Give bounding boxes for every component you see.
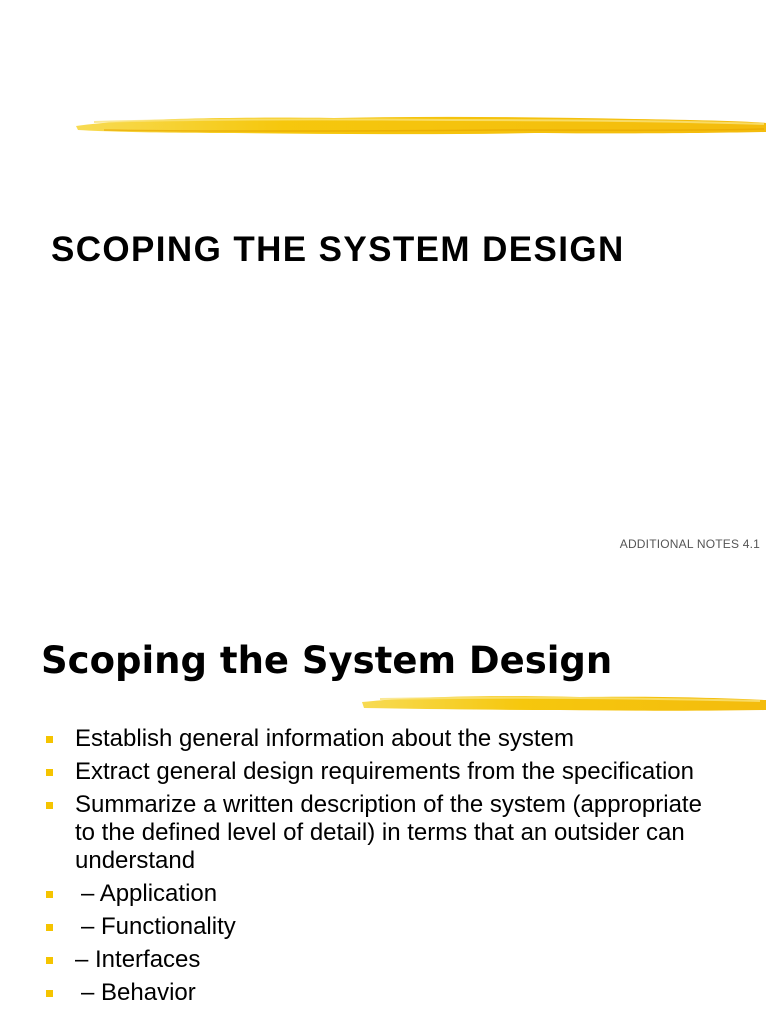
- list-item-text: – Behavior: [81, 979, 196, 1006]
- highlighter-stroke-decoration: [74, 108, 768, 144]
- list-item-text: – Interfaces: [75, 946, 201, 973]
- list-item: [0, 791, 768, 875]
- list-item: [0, 725, 768, 753]
- bullet-square-icon: [46, 891, 53, 898]
- list-item: [0, 913, 768, 941]
- content-slide: [0, 576, 768, 1024]
- bullet-square-icon: [46, 924, 53, 931]
- list-item-text: Extract general design requirements from the specification: [75, 758, 694, 785]
- bullet-square-icon: [46, 802, 53, 809]
- bullet-square-icon: [46, 736, 53, 743]
- slide-title: SCOPING THE SYSTEM DESIGN: [51, 230, 625, 269]
- highlighter-stroke-decoration: [360, 686, 768, 720]
- list-item: [0, 758, 768, 786]
- list-item: [0, 979, 768, 1007]
- bullet-square-icon: [46, 769, 53, 776]
- list-item: [0, 880, 768, 908]
- footnote: ADDITIONAL NOTES 4.1: [619, 537, 760, 551]
- bullet-square-icon: [46, 957, 53, 964]
- list-item-text: Establish general information about the system: [75, 725, 574, 752]
- list-item-text: – Application: [81, 880, 218, 907]
- bullet-list: [0, 725, 768, 1012]
- list-item-text: Summarize a written description of the system (appropriate to the defined level of detail) in terms that an outsider can understand: [75, 791, 702, 874]
- bullet-square-icon: [46, 990, 53, 997]
- slide-heading: Scoping the System Design: [41, 639, 613, 682]
- list-item-text: – Functionality: [81, 913, 236, 940]
- list-item: [0, 946, 768, 974]
